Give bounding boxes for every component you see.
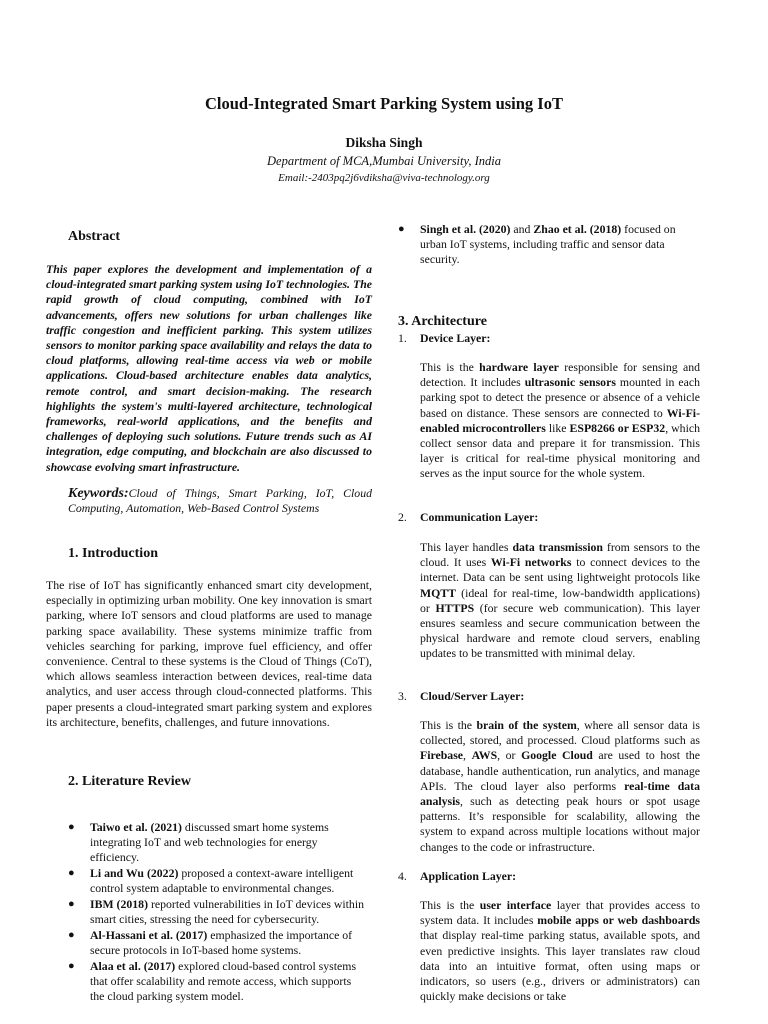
emphasis-text: mobile apps or web dashboards: [537, 913, 700, 928]
layer-number: 4.: [398, 869, 407, 883]
reference-text: explored cloud-based control systems that offer scalability and remote access, which supports the cloud parking system model.: [90, 959, 357, 1003]
keywords: [68, 486, 372, 516]
layer-title: [398, 510, 538, 525]
bullet-icon: ●: [68, 929, 75, 941]
list-item: [68, 866, 368, 896]
bullet-icon: ●: [398, 223, 405, 235]
layer-description: This is the hardware layer responsible for sensing and detection. It includes ultrasonic sensors mounted in each parking spot to detect the presence or absence of a vehicle based on distance. These sensors are connected to Wi-Fi-enabled microcontrollers like ESP8266 or ESP32, which collect sensor data and prepare it for transmission. This layer is critical for real-time physical monitoring and serves as the input source for the whole system.: [420, 360, 701, 481]
abstract-text: This paper explores the development and implementation of a cloud-integrated smart parking system using IoT technologies. The rapid growth of cloud computing, combined with IoT advancements, offers new solutions for urban challenges like traffic congestion and inefficient parking. This system utilizes sensors to monitor parking space availability and relays the data to cloud platforms, allowing real-time access via web or mobile applications. Cloud-based architecture enables data analytics, remote control, and smart decision-making. The research highlights the system's multi-layered architecture, technological frameworks, real-world applications, and the benefits and challenges of deploying such solutions. Future trends such as AI integration, edge computing, and blockchain are also discussed to showcase evolving smart infrastructure.: [46, 262, 372, 474]
layer-title-text: Application Layer:: [420, 869, 517, 883]
reference-text: discussed smart home systems integrating IoT and web technologies for energy efficiency.: [90, 820, 329, 864]
author-affiliation: Department of MCA,Mumbai University, India: [267, 154, 501, 168]
layer-number: 3.: [398, 689, 407, 703]
layer-title: [398, 331, 490, 346]
list-item: [68, 959, 368, 1004]
reference-text: reported vulnerabilities in IoT devices within smart cities, stressing the need for cybersecurity.: [90, 897, 365, 926]
layer-title-text: Communication Layer:: [420, 510, 539, 524]
reference-name: Zhao et al. (2018): [533, 222, 622, 236]
reference-text: proposed a context-aware intelligent control system adaptable to environmental changes.: [90, 866, 354, 895]
reference-name: Singh et al. (2020): [420, 222, 511, 236]
layer-description: This is the user interface layer that provides access to system data. It includes mobile apps or web dashboards that display real-time parking status, available spots, and even predictive insights. This layer translates raw cloud data into an intuitive format, often using maps or indicators, so users (e.g., drivers or administrators) can quickly make decisions or take: [420, 898, 700, 1004]
keywords-text: Cloud of Things, Smart Parking, IoT, Cloud Computing, Automation, Web-Based Control Systems: [68, 486, 372, 515]
emphasis-text: real-time data analysis: [420, 778, 700, 809]
reference-name: Taiwo et al. (2021): [90, 820, 182, 834]
emphasis-text: data transmission: [512, 540, 603, 554]
layer-number: 2.: [398, 510, 407, 524]
abstract-heading: Abstract: [68, 229, 121, 244]
architecture-heading: 3. Architecture: [398, 314, 487, 329]
paper-title: Cloud-Integrated Smart Parking System using IoT: [205, 94, 563, 113]
reference-text: and: [510, 222, 534, 236]
reference-name: Li and Wu (2022): [90, 866, 179, 880]
emphasis-text: Firebase: [420, 748, 464, 763]
reference-name: IBM (2018): [90, 897, 148, 911]
list-item: [398, 222, 698, 267]
bullet-icon: ●: [68, 960, 75, 972]
layer-title-text: Device Layer:: [420, 331, 491, 345]
introduction-text: The rise of IoT has significantly enhanced smart city development, especially in optimizing urban mobility. One key innovation is smart parking, where IoT sensors and cloud platforms are used to manage parking space availability. These systems minimize traffic from vehicles searching for parking, improve fuel efficiency, and offer convenience. Central to these systems is the Cloud of Things (CoT), which allows seamless interaction between devices, real-time data analytics, and user access through cloud-connected platforms. This paper presents a cloud-integrated smart parking system and explores its architecture, benefits, challenges, and future innovations.: [46, 578, 372, 729]
emphasis-text: HTTPS: [435, 600, 475, 615]
layer-title: [398, 689, 524, 704]
emphasis-text: ultrasonic sensors: [524, 375, 616, 390]
reference-name: Alaa et al. (2017): [90, 959, 176, 973]
emphasis-text: Wi-Fi networks: [490, 555, 572, 570]
layer-description: This is the brain of the system, where all sensor data is collected, stored, and processed. Cloud platforms such as Firebase, AWS, or Google Cloud are used to host the database, handle authentication, run analytics, and manage APIs. The cloud layer also performs real-time data analysis, such as detecting peak hours or spot usage patterns. It’s responsible for scalability, allowing the system to expand across multiple locations without major changes to the code or infrastructure.: [420, 718, 700, 854]
emphasis-text: AWS: [471, 748, 498, 763]
author-email: Email:-2403pq2j6vdiksha@viva-technology.org: [278, 172, 490, 184]
layer-description: This layer handles data transmission from sensors to the cloud. It uses Wi-Fi networks to connect devices to the internet. Data can be sent using lightweight protocols like MQTT (ideal for real-time, low-bandwidth applications) or HTTPS (for secure web communication). This layer ensures seamless and secure communication between the physical hardware and remote cloud servers, enabling updates to be transmitted with minimal delay.: [420, 540, 700, 661]
layer-number: 1.: [398, 331, 407, 345]
list-item: [68, 897, 368, 927]
emphasis-text: ESP8266 or ESP32: [569, 420, 666, 435]
layer-title-text: Cloud/Server Layer:: [420, 689, 525, 703]
keywords-label: Keywords:: [68, 486, 129, 501]
emphasis-text: user interface: [479, 898, 552, 912]
emphasis-text: brain of the system: [476, 718, 577, 732]
list-item: [68, 820, 368, 865]
literature-list: [68, 820, 368, 1005]
bullet-icon: ●: [68, 867, 75, 879]
literature-review-heading: 2. Literature Review: [68, 774, 191, 789]
reference-text: focused on urban IoT systems, including traffic and sensor data security.: [420, 222, 676, 266]
introduction-heading: 1. Introduction: [68, 546, 158, 561]
emphasis-text: Wi-Fi-enabled microcontrollers: [420, 405, 700, 435]
layer-title: [398, 869, 516, 884]
author-name: Diksha Singh: [345, 135, 423, 150]
bullet-icon: ●: [68, 821, 75, 833]
reference-text: emphasized the importance of secure protocols in IoT-based home systems.: [90, 928, 353, 957]
emphasis-text: hardware layer: [479, 360, 559, 374]
emphasis-text: Google Cloud: [521, 748, 593, 763]
bullet-icon: ●: [68, 898, 75, 910]
reference-name: Al-Hassani et al. (2017): [90, 928, 208, 942]
list-item: [68, 928, 368, 958]
emphasis-text: MQTT: [420, 585, 457, 600]
